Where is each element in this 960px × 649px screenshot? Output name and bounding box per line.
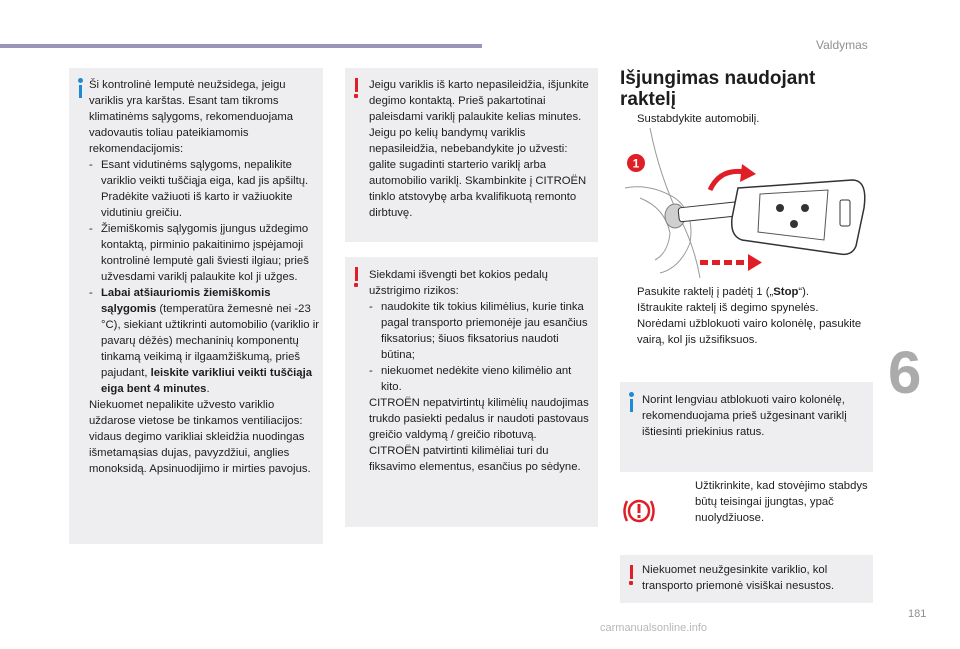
warning-icon	[353, 78, 359, 98]
box6-text: Niekuomet neužgesinkite variklio, kol transporto priemonė visiškai nesustos.	[642, 564, 835, 592]
list-item: - Labai atšiauriomis žiemiškomis sąlygomis (temperatūra žemesnė nei -23 °C), siekiant užtikrinti automobilio (variklio ir pavarų dėžės) mechaninių komponentų tinkamą veikimą ir ilgaamžiškumą, prieš pajudant, leiskite varikliui veikti tuščiąja eiga bent 4 minutes.	[89, 287, 319, 395]
parking-brake-text: Užtikrinkite, kad stovėjimo stabdys būtų teisingai įjungtas, ypač nuolydžiuose.	[695, 480, 868, 524]
box3-intro: Siekdami išvengti bet kokios pedalų užstrigimo rizikos:	[369, 269, 548, 297]
key-ignition-illustration	[620, 128, 872, 278]
box3-outro-1: CITROËN nepatvirtintų kilimėlių naudojimas trukdo pasiekti pedalus ir naudoti pastovaus greičio valdymą / greičio ribotuvą.	[369, 397, 589, 441]
chapter-number: 6	[888, 339, 922, 406]
info-box-steering	[620, 382, 873, 472]
position-marker-label: 1	[632, 156, 640, 171]
header-bar	[0, 44, 482, 48]
box3-outro-2: CITROËN patvirtinti kilimėliai turi du fiksavimo elementus, esančius po sėdyne.	[369, 445, 581, 473]
parking-brake-warning-icon	[622, 496, 656, 526]
warning-box-start-failure	[345, 68, 598, 242]
info-icon	[77, 78, 83, 98]
list-item: - naudokite tik tokius kilimėlius, kurie tinka pagal transporto priemonėje jau esančius fiksatorius; šiuos fiksatorius naudoti būtina;	[369, 301, 588, 361]
box4-text: Norint lengviau atblokuoti vairo kolonėlę, rekomenduojama prieš užgesinant variklį ištiesinti priekinius ratus.	[642, 394, 847, 438]
warning-box-floor-mats	[345, 257, 598, 527]
parking-brake-note	[620, 474, 873, 544]
step-stop-car: Sustabdykite automobilį.	[637, 113, 760, 125]
list-item: - Esant vidutinėms sąlygoms, nepalikite variklio veikti tuščiąja eiga, kad jis apšiltų. Pradėkite važiuoti iš karto ir važiuokite vidutiniu greičiu.	[89, 159, 309, 219]
step-key-position: Pasukite raktelį į padėtį 1 („Stop“).	[637, 286, 810, 298]
page-number: 181	[908, 608, 927, 620]
key-blade	[678, 202, 739, 222]
warning-icon	[628, 565, 634, 585]
watermark: carmanualsonline.info	[600, 622, 708, 634]
box1-intro: Ši kontrolinė lemputė neužsidega, jeigu variklis yra karštas. Esant tam tikroms klimatinėms sąlygoms, rekomenduojama vadovautis toliau pateikiamomis rekomendacijomis:	[89, 79, 294, 155]
step-lock-steering: Norėdami užblokuoti vairo kolonėlę, pasukite vairą, kol jis užsifiksuos.	[637, 318, 862, 346]
info-box-engine-warmup	[69, 68, 323, 544]
box1-outro: Niekuomet nepalikite užvesto variklio uždarose vietose be tinkamos ventiliacijos: vidaus degimo varikliai skleidžia nuodingas išmetamąsias dujas, pavyzdžiui, anglies monoksidą. Apsinuodijimo ir mirties pavojus.	[89, 399, 311, 475]
info-icon	[628, 392, 634, 412]
box2-text: Jeigu variklis iš karto nepasileidžia, išjunkite degimo kontaktą. Prieš pakartotinai paleisdami variklį palaukite kelias minutes. Jeigu po kelių bandymų variklis nepasileidžia, nebebandykite jo užvesti: galite sugadinti starterio variklį arba automobilio variklį. Skambinkite į CITROËN tinklo atstovybę arba kvalifikuotą remonto dirbtuvę.	[369, 79, 589, 219]
step-remove-key: Ištraukite raktelį iš degimo spynelės.	[637, 302, 819, 314]
arrow-head-icon	[740, 164, 756, 182]
pull-out-arrow-icon	[700, 254, 762, 271]
section-title: Valdymas	[816, 38, 868, 52]
warning-icon	[353, 267, 359, 287]
warning-box-engine-off	[620, 555, 873, 603]
section-heading: Išjungimas naudojant raktelį	[620, 68, 816, 110]
key-fob	[732, 180, 865, 254]
list-item: - Žiemiškomis sąlygomis įjungus uždegimo kontaktą, pirminio pakaitinimo įspėjamoji kontrolinė lemputė gali šviesti ilgiau; prieš užvesdami variklį palaukite kol ji užges.	[89, 223, 309, 283]
list-item: - niekuomet nedėkite vieno kilimėlio ant kito.	[369, 365, 572, 393]
